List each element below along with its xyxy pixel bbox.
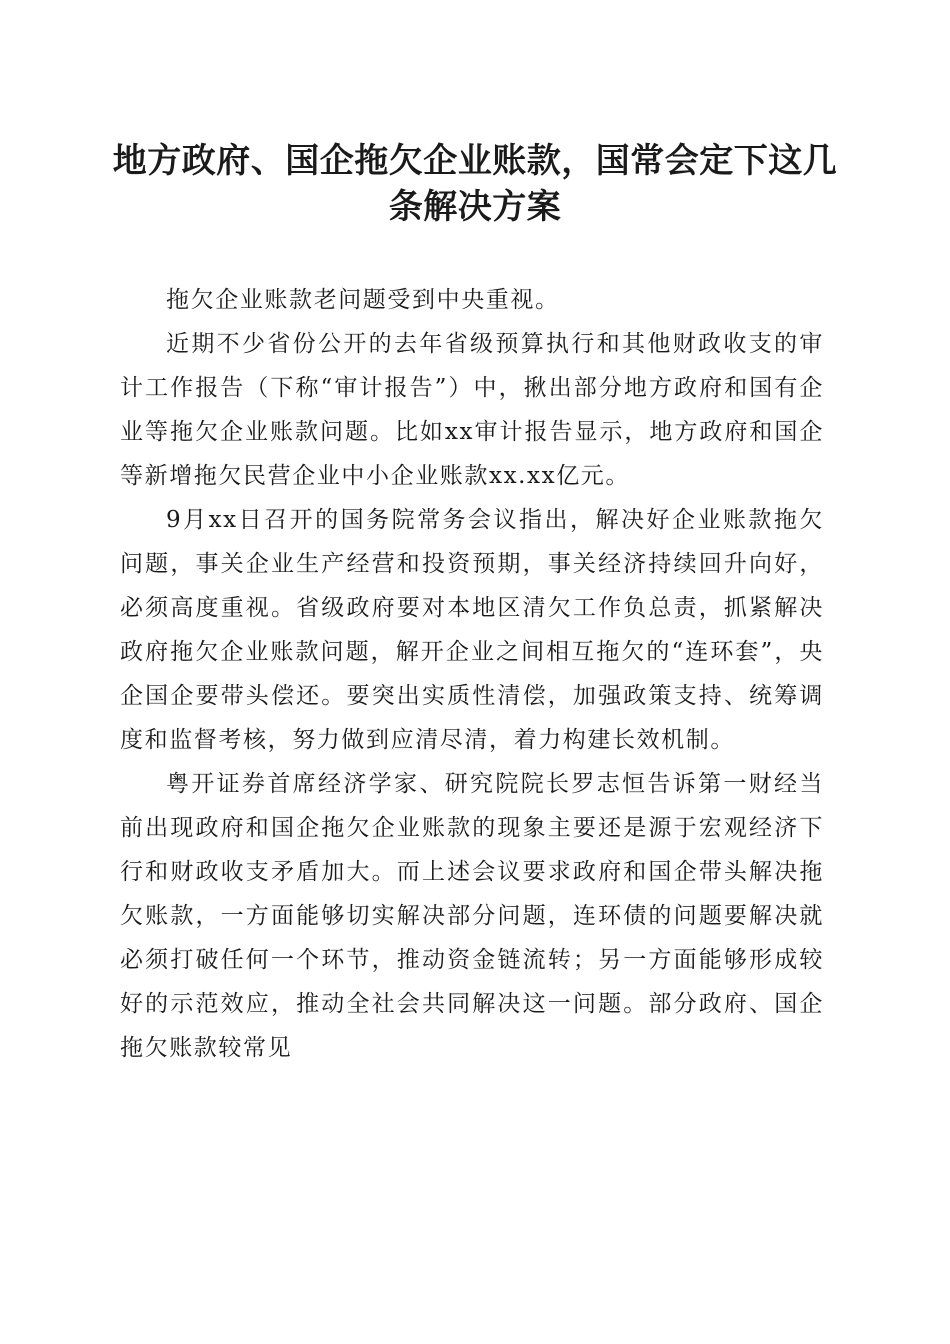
paragraph-2: 近期不少省份公开的去年省级预算执行和其他财政收支的审计工作报告（下称“审计报告”）中，揪出部分地方政府和国有企业等拖欠企业账款问题。比如xx审计报告显示，地方政府和国企等新增拖欠民营企业中小企业账款xx.xx亿元。 (120, 331, 824, 489)
paragraph-3: 9月xx日召开的国务院常务会议指出，解决好企业账款拖欠问题，事关企业生产经营和投资预期，事关经济持续回升向好，必须高度重视。省级政府要对本地区清欠工作负总责，抓紧解决政府拖欠企业账款问题，解开企业之间相互拖欠的“连环套”，央企国企要带头偿还。要突出实质性清偿，加强政策支持、统筹调度和监督考核，努力做到应清尽清，着力构建长效机制。 (120, 507, 824, 753)
document-title: 地方政府、国企拖欠企业账款，国常会定下这几条解决方案 (112, 141, 838, 227)
paragraph-1: 拖欠企业账款老问题受到中央重视。 (166, 287, 560, 313)
paragraph-4: 粤开证券首席经济学家、研究院院长罗志恒告诉第一财经当前出现政府和国企拖欠企业账款的现象主要还是源于宏观经济下行和财政收支矛盾加大。而上述会议要求政府和国企带头解决拖欠账款，一方面能够切实解决部分问题，连环债的问题要解决就必须打破任何一个环节，推动资金链流转；另一方面能够形成较好的示范效应，推动全社会共同解决这一问题。部分政府、国企拖欠账款较常见 (120, 771, 824, 1061)
document-body (120, 278, 824, 1070)
